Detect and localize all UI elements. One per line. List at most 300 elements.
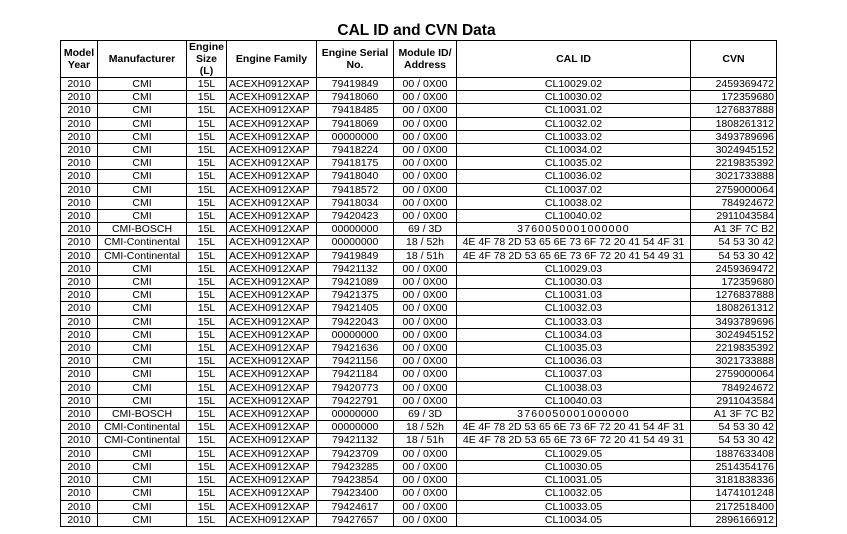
cal-id-cell: CL10029.05: [457, 447, 691, 460]
engine-family-cell: ACEXH0912XAP: [227, 487, 317, 500]
module-id-cell: 18 / 51h: [394, 434, 457, 447]
engine-size-cell: 15L: [187, 91, 227, 104]
cvn-cell: 3181838336: [691, 474, 777, 487]
col-header-cal-id: CAL ID: [457, 41, 691, 78]
cal-id-cell: 3760050001000000: [457, 223, 691, 236]
table-row: [61, 487, 777, 500]
engine-size-cell: 15L: [187, 78, 227, 91]
manufacturer-cell: CMI: [98, 157, 187, 170]
cvn-cell: 54 53 30 42: [691, 249, 777, 262]
table-row: [61, 91, 777, 104]
table-row: [61, 196, 777, 209]
engine-serial-cell: 00000000: [317, 130, 394, 143]
table-row: [61, 368, 777, 381]
manufacturer-cell: CMI: [98, 302, 187, 315]
cvn-cell: 784924672: [691, 196, 777, 209]
module-id-cell: 00 / 0X00: [394, 487, 457, 500]
cal-cvn-table: [60, 40, 777, 527]
engine-serial-cell: 79421132: [317, 434, 394, 447]
engine-serial-cell: 79419849: [317, 249, 394, 262]
cvn-cell: 1808261312: [691, 117, 777, 130]
engine-family-cell: ACEXH0912XAP: [227, 157, 317, 170]
cvn-cell: 54 53 30 42: [691, 434, 777, 447]
engine-family-cell: ACEXH0912XAP: [227, 500, 317, 513]
table-row: [61, 447, 777, 460]
cvn-cell: 2911043584: [691, 210, 777, 223]
engine-family-cell: ACEXH0912XAP: [227, 196, 317, 209]
module-id-cell: 00 / 0X00: [394, 447, 457, 460]
cal-id-cell: CL10037.03: [457, 368, 691, 381]
module-id-cell: 69 / 3D: [394, 408, 457, 421]
model-year-cell: 2010: [61, 144, 98, 157]
engine-serial-cell: 79418485: [317, 104, 394, 117]
manufacturer-cell: CMI: [98, 487, 187, 500]
module-id-cell: 00 / 0X00: [394, 262, 457, 275]
model-year-cell: 2010: [61, 381, 98, 394]
engine-serial-cell: 79421636: [317, 342, 394, 355]
manufacturer-cell: CMI: [98, 513, 187, 526]
engine-family-cell: ACEXH0912XAP: [227, 302, 317, 315]
model-year-cell: 2010: [61, 262, 98, 275]
engine-family-cell: ACEXH0912XAP: [227, 223, 317, 236]
table-row: [61, 249, 777, 262]
module-id-cell: 00 / 0X00: [394, 500, 457, 513]
engine-size-cell: 15L: [187, 144, 227, 157]
engine-size-cell: 15L: [187, 196, 227, 209]
model-year-cell: 2010: [61, 355, 98, 368]
cvn-cell: 1276837888: [691, 104, 777, 117]
cal-id-cell: 4E 4F 78 2D 53 65 6E 73 6F 72 20 41 54 49 31: [457, 434, 691, 447]
module-id-cell: 00 / 0X00: [394, 196, 457, 209]
module-id-cell: 00 / 0X00: [394, 355, 457, 368]
engine-size-cell: 15L: [187, 236, 227, 249]
engine-serial-cell: 79421132: [317, 262, 394, 275]
engine-family-cell: ACEXH0912XAP: [227, 236, 317, 249]
table-row: [61, 276, 777, 289]
engine-size-cell: 15L: [187, 368, 227, 381]
engine-family-cell: ACEXH0912XAP: [227, 328, 317, 341]
engine-serial-cell: 79422043: [317, 315, 394, 328]
engine-size-cell: 15L: [187, 421, 227, 434]
manufacturer-cell: CMI: [98, 104, 187, 117]
model-year-cell: 2010: [61, 289, 98, 302]
engine-serial-cell: 79423400: [317, 487, 394, 500]
module-id-cell: 00 / 0X00: [394, 144, 457, 157]
table-row: [61, 394, 777, 407]
model-year-cell: 2010: [61, 157, 98, 170]
manufacturer-cell: CMI-Continental: [98, 249, 187, 262]
engine-size-cell: 15L: [187, 302, 227, 315]
manufacturer-cell: CMI: [98, 460, 187, 473]
model-year-cell: 2010: [61, 434, 98, 447]
engine-family-cell: ACEXH0912XAP: [227, 249, 317, 262]
engine-family-cell: ACEXH0912XAP: [227, 460, 317, 473]
engine-family-cell: ACEXH0912XAP: [227, 315, 317, 328]
col-header-module-id: Module ID/ Address: [394, 41, 457, 78]
engine-serial-cell: 00000000: [317, 223, 394, 236]
cvn-cell: 2911043584: [691, 394, 777, 407]
model-year-cell: 2010: [61, 447, 98, 460]
module-id-cell: 00 / 0X00: [394, 342, 457, 355]
cvn-cell: 2759000064: [691, 183, 777, 196]
cal-id-cell: CL10035.03: [457, 342, 691, 355]
cal-id-cell: CL10034.02: [457, 144, 691, 157]
cal-id-cell: CL10040.02: [457, 210, 691, 223]
engine-size-cell: 15L: [187, 289, 227, 302]
model-year-cell: 2010: [61, 500, 98, 513]
cal-id-cell: CL10038.03: [457, 381, 691, 394]
engine-serial-cell: 00000000: [317, 236, 394, 249]
engine-size-cell: 15L: [187, 474, 227, 487]
cal-id-cell: CL10030.05: [457, 460, 691, 473]
engine-family-cell: ACEXH0912XAP: [227, 421, 317, 434]
model-year-cell: 2010: [61, 183, 98, 196]
model-year-cell: 2010: [61, 196, 98, 209]
cvn-cell: 54 53 30 42: [691, 236, 777, 249]
engine-size-cell: 15L: [187, 355, 227, 368]
engine-serial-cell: 79423854: [317, 474, 394, 487]
engine-size-cell: 15L: [187, 460, 227, 473]
engine-family-cell: ACEXH0912XAP: [227, 408, 317, 421]
manufacturer-cell: CMI: [98, 196, 187, 209]
engine-size-cell: 15L: [187, 500, 227, 513]
table-row: [61, 421, 777, 434]
engine-size-cell: 15L: [187, 117, 227, 130]
module-id-cell: 69 / 3D: [394, 223, 457, 236]
cal-id-cell: 4E 4F 78 2D 53 65 6E 73 6F 72 20 41 54 49 31: [457, 249, 691, 262]
cal-id-cell: CL10040.03: [457, 394, 691, 407]
cal-id-cell: 4E 4F 78 2D 53 65 6E 73 6F 72 20 41 54 4F 31: [457, 236, 691, 249]
cal-id-cell: CL10032.02: [457, 117, 691, 130]
module-id-cell: 00 / 0X00: [394, 276, 457, 289]
table-row: [61, 513, 777, 526]
module-id-cell: 00 / 0X00: [394, 513, 457, 526]
engine-family-cell: ACEXH0912XAP: [227, 394, 317, 407]
engine-size-cell: 15L: [187, 210, 227, 223]
module-id-cell: 18 / 52h: [394, 236, 457, 249]
cal-id-cell: CL10036.02: [457, 170, 691, 183]
module-id-cell: 00 / 0X00: [394, 328, 457, 341]
table-row: [61, 355, 777, 368]
col-header-manufacturer: Manufacturer: [98, 41, 187, 78]
cal-id-cell: CL10029.03: [457, 262, 691, 275]
model-year-cell: 2010: [61, 78, 98, 91]
engine-family-cell: ACEXH0912XAP: [227, 289, 317, 302]
engine-family-cell: ACEXH0912XAP: [227, 513, 317, 526]
engine-serial-cell: 79419849: [317, 78, 394, 91]
model-year-cell: 2010: [61, 513, 98, 526]
table-row: [61, 262, 777, 275]
module-id-cell: 00 / 0X00: [394, 394, 457, 407]
manufacturer-cell: CMI: [98, 78, 187, 91]
cvn-cell: 2172518400: [691, 500, 777, 513]
engine-serial-cell: 79421405: [317, 302, 394, 315]
cal-id-cell: CL10037.02: [457, 183, 691, 196]
cvn-cell: 1808261312: [691, 302, 777, 315]
manufacturer-cell: CMI-BOSCH: [98, 223, 187, 236]
cal-id-cell: CL10033.05: [457, 500, 691, 513]
cvn-cell: 2759000064: [691, 368, 777, 381]
engine-size-cell: 15L: [187, 276, 227, 289]
table-row: [61, 210, 777, 223]
table-row: [61, 302, 777, 315]
engine-size-cell: 15L: [187, 249, 227, 262]
manufacturer-cell: CMI: [98, 355, 187, 368]
engine-family-cell: ACEXH0912XAP: [227, 144, 317, 157]
cal-id-cell: CL10031.05: [457, 474, 691, 487]
engine-size-cell: 15L: [187, 487, 227, 500]
manufacturer-cell: CMI: [98, 183, 187, 196]
cvn-cell: 172359680: [691, 276, 777, 289]
engine-serial-cell: 79423285: [317, 460, 394, 473]
cal-id-cell: CL10029.02: [457, 78, 691, 91]
module-id-cell: 00 / 0X00: [394, 157, 457, 170]
cvn-cell: 3021733888: [691, 170, 777, 183]
cal-id-cell: CL10033.02: [457, 130, 691, 143]
manufacturer-cell: CMI-BOSCH: [98, 408, 187, 421]
model-year-cell: 2010: [61, 328, 98, 341]
model-year-cell: 2010: [61, 342, 98, 355]
engine-size-cell: 15L: [187, 183, 227, 196]
table-row: [61, 289, 777, 302]
manufacturer-cell: CMI: [98, 315, 187, 328]
engine-serial-cell: 79421089: [317, 276, 394, 289]
cal-id-cell: CL10034.03: [457, 328, 691, 341]
engine-size-cell: 15L: [187, 434, 227, 447]
manufacturer-cell: CMI: [98, 394, 187, 407]
engine-family-cell: ACEXH0912XAP: [227, 355, 317, 368]
model-year-cell: 2010: [61, 315, 98, 328]
engine-serial-cell: 79418224: [317, 144, 394, 157]
cal-id-cell: 3760050001000000: [457, 408, 691, 421]
engine-serial-cell: 79418040: [317, 170, 394, 183]
model-year-cell: 2010: [61, 236, 98, 249]
manufacturer-cell: CMI: [98, 342, 187, 355]
cal-id-cell: CL10032.03: [457, 302, 691, 315]
cvn-cell: 2459369472: [691, 262, 777, 275]
col-header-engine-serial: Engine Serial No.: [317, 41, 394, 78]
module-id-cell: 00 / 0X00: [394, 315, 457, 328]
engine-size-cell: 15L: [187, 262, 227, 275]
engine-family-cell: ACEXH0912XAP: [227, 368, 317, 381]
engine-size-cell: 15L: [187, 513, 227, 526]
cvn-cell: 784924672: [691, 381, 777, 394]
module-id-cell: 00 / 0X00: [394, 170, 457, 183]
engine-serial-cell: 79420773: [317, 381, 394, 394]
engine-size-cell: 15L: [187, 342, 227, 355]
engine-size-cell: 15L: [187, 130, 227, 143]
model-year-cell: 2010: [61, 421, 98, 434]
model-year-cell: 2010: [61, 104, 98, 117]
engine-serial-cell: 79418034: [317, 196, 394, 209]
module-id-cell: 00 / 0X00: [394, 210, 457, 223]
cvn-cell: 1474101248: [691, 487, 777, 500]
model-year-cell: 2010: [61, 210, 98, 223]
engine-family-cell: ACEXH0912XAP: [227, 183, 317, 196]
table-row: [61, 500, 777, 513]
engine-family-cell: ACEXH0912XAP: [227, 91, 317, 104]
engine-serial-cell: 00000000: [317, 421, 394, 434]
cvn-cell: 3021733888: [691, 355, 777, 368]
engine-serial-cell: 79424617: [317, 500, 394, 513]
cal-id-cell: CL10031.03: [457, 289, 691, 302]
table-row: [61, 144, 777, 157]
engine-size-cell: 15L: [187, 447, 227, 460]
engine-size-cell: 15L: [187, 328, 227, 341]
engine-size-cell: 15L: [187, 157, 227, 170]
cvn-cell: A1 3F 7C B2: [691, 408, 777, 421]
engine-serial-cell: 79422791: [317, 394, 394, 407]
engine-serial-cell: 79421375: [317, 289, 394, 302]
page-title: CAL ID and CVN Data: [337, 22, 496, 39]
cal-id-cell: CL10031.02: [457, 104, 691, 117]
model-year-cell: 2010: [61, 91, 98, 104]
engine-serial-cell: 79418572: [317, 183, 394, 196]
cvn-cell: 3493789696: [691, 315, 777, 328]
module-id-cell: 00 / 0X00: [394, 474, 457, 487]
cvn-cell: 3024945152: [691, 144, 777, 157]
cal-id-cell: CL10034.05: [457, 513, 691, 526]
manufacturer-cell: CMI: [98, 144, 187, 157]
module-id-cell: 00 / 0X00: [394, 289, 457, 302]
cvn-cell: A1 3F 7C B2: [691, 223, 777, 236]
manufacturer-cell: CMI-Continental: [98, 434, 187, 447]
cvn-cell: 2514354176: [691, 460, 777, 473]
table-row: [61, 434, 777, 447]
engine-serial-cell: 79418060: [317, 91, 394, 104]
table-row: [61, 342, 777, 355]
engine-family-cell: ACEXH0912XAP: [227, 104, 317, 117]
engine-size-cell: 15L: [187, 223, 227, 236]
module-id-cell: 00 / 0X00: [394, 78, 457, 91]
table-row: [61, 130, 777, 143]
engine-size-cell: 15L: [187, 394, 227, 407]
table-row: [61, 117, 777, 130]
cal-id-cell: 4E 4F 78 2D 53 65 6E 73 6F 72 20 41 54 4F 31: [457, 421, 691, 434]
manufacturer-cell: CMI: [98, 447, 187, 460]
module-id-cell: 00 / 0X00: [394, 183, 457, 196]
engine-family-cell: ACEXH0912XAP: [227, 117, 317, 130]
model-year-cell: 2010: [61, 170, 98, 183]
model-year-cell: 2010: [61, 117, 98, 130]
table-row: [61, 460, 777, 473]
module-id-cell: 18 / 52h: [394, 421, 457, 434]
engine-size-cell: 15L: [187, 315, 227, 328]
module-id-cell: 00 / 0X00: [394, 302, 457, 315]
engine-serial-cell: 00000000: [317, 408, 394, 421]
col-header-cvn: CVN: [691, 41, 777, 78]
table-row: [61, 381, 777, 394]
model-year-cell: 2010: [61, 249, 98, 262]
module-id-cell: 00 / 0X00: [394, 117, 457, 130]
model-year-cell: 2010: [61, 223, 98, 236]
cvn-cell: 3493789696: [691, 130, 777, 143]
engine-family-cell: ACEXH0912XAP: [227, 210, 317, 223]
table-row: [61, 157, 777, 170]
cal-id-cell: CL10032.05: [457, 487, 691, 500]
table-row: [61, 104, 777, 117]
cvn-cell: 1887633408: [691, 447, 777, 460]
table-row: [61, 315, 777, 328]
table-row: [61, 408, 777, 421]
cvn-cell: 172359680: [691, 91, 777, 104]
cal-id-cell: CL10035.02: [457, 157, 691, 170]
table-row: [61, 328, 777, 341]
manufacturer-cell: CMI: [98, 381, 187, 394]
engine-family-cell: ACEXH0912XAP: [227, 130, 317, 143]
engine-family-cell: ACEXH0912XAP: [227, 342, 317, 355]
manufacturer-cell: CMI: [98, 91, 187, 104]
module-id-cell: 00 / 0X00: [394, 381, 457, 394]
engine-size-cell: 15L: [187, 381, 227, 394]
model-year-cell: 2010: [61, 487, 98, 500]
table-row: [61, 183, 777, 196]
module-id-cell: 00 / 0X00: [394, 460, 457, 473]
manufacturer-cell: CMI-Continental: [98, 236, 187, 249]
manufacturer-cell: CMI: [98, 289, 187, 302]
manufacturer-cell: CMI: [98, 262, 187, 275]
engine-size-cell: 15L: [187, 104, 227, 117]
model-year-cell: 2010: [61, 368, 98, 381]
engine-family-cell: ACEXH0912XAP: [227, 262, 317, 275]
engine-family-cell: ACEXH0912XAP: [227, 474, 317, 487]
engine-serial-cell: 79421156: [317, 355, 394, 368]
engine-serial-cell: 79423709: [317, 447, 394, 460]
model-year-cell: 2010: [61, 408, 98, 421]
engine-family-cell: ACEXH0912XAP: [227, 434, 317, 447]
header-row: [61, 41, 777, 78]
model-year-cell: 2010: [61, 460, 98, 473]
table-body: [61, 78, 777, 527]
engine-family-cell: ACEXH0912XAP: [227, 381, 317, 394]
manufacturer-cell: CMI: [98, 474, 187, 487]
table-row: [61, 474, 777, 487]
model-year-cell: 2010: [61, 276, 98, 289]
cal-id-cell: CL10030.02: [457, 91, 691, 104]
col-header-engine-family: Engine Family: [227, 41, 317, 78]
table-row: [61, 78, 777, 91]
cal-id-cell: CL10038.02: [457, 196, 691, 209]
engine-family-cell: ACEXH0912XAP: [227, 78, 317, 91]
manufacturer-cell: CMI-Continental: [98, 421, 187, 434]
table-row: [61, 170, 777, 183]
manufacturer-cell: CMI: [98, 276, 187, 289]
manufacturer-cell: CMI: [98, 130, 187, 143]
cvn-cell: 2219835392: [691, 157, 777, 170]
cal-id-cell: CL10030.03: [457, 276, 691, 289]
cvn-cell: 2459369472: [691, 78, 777, 91]
engine-serial-cell: 79420423: [317, 210, 394, 223]
engine-serial-cell: 79421184: [317, 368, 394, 381]
manufacturer-cell: CMI: [98, 368, 187, 381]
manufacturer-cell: CMI: [98, 117, 187, 130]
engine-size-cell: 15L: [187, 170, 227, 183]
manufacturer-cell: CMI: [98, 210, 187, 223]
engine-serial-cell: 79418175: [317, 157, 394, 170]
module-id-cell: 00 / 0X00: [394, 368, 457, 381]
engine-family-cell: ACEXH0912XAP: [227, 276, 317, 289]
col-header-engine-size: Engine Size (L): [187, 41, 227, 78]
manufacturer-cell: CMI: [98, 328, 187, 341]
module-id-cell: 00 / 0X00: [394, 130, 457, 143]
model-year-cell: 2010: [61, 130, 98, 143]
engine-serial-cell: 79427657: [317, 513, 394, 526]
cvn-cell: 54 53 30 42: [691, 421, 777, 434]
engine-family-cell: ACEXH0912XAP: [227, 170, 317, 183]
engine-family-cell: ACEXH0912XAP: [227, 447, 317, 460]
module-id-cell: 00 / 0X00: [394, 104, 457, 117]
module-id-cell: 18 / 51h: [394, 249, 457, 262]
